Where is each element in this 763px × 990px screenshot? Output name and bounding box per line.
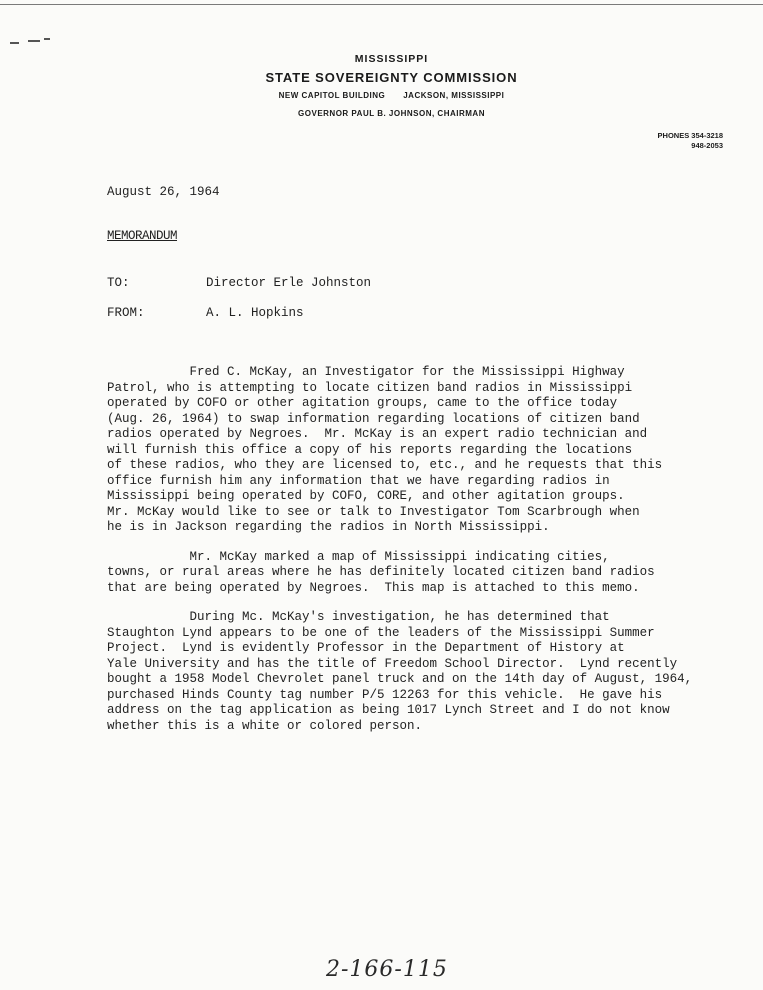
letterhead-governor-text: GOVERNOR PAUL B. JOHNSON, CHAIRMAN (298, 109, 485, 118)
from-value: A. L. Hopkins (206, 306, 304, 320)
letterhead-commission-text: STATE SOVEREIGNTY COMMISSION (265, 70, 518, 85)
memo-paragraph: During Mc. McKay's investigation, he has determined that Staughton Lynd appears to be one of the leaders of the Mississippi Summer Project. Lynd is evidently Professor in the Department of History at Yale University and has the title of Freedom School Director. Lynd recently bought a 1958 Model Chevrolet panel truck and on the 14th day of August, 1964, purchased Hinds County tag number P/5 12263 for this vehicle. He gave his address on the tag application as being 1017 Lynch Street and I do not know whether this is a white or colored person. (107, 610, 693, 733)
from-label: FROM: (107, 306, 145, 320)
handwritten-document-number: 2-166-115 (326, 957, 448, 982)
to-value: Director Erle Johnston (206, 276, 372, 290)
scan-edge-line (0, 4, 763, 5)
letterhead-commission (10, 70, 763, 85)
letterhead-address (10, 91, 763, 100)
scan-speck (44, 38, 50, 40)
phone-primary: PHONES 354-3218 (657, 131, 723, 140)
memo-paragraph: Mr. McKay marked a map of Mississippi indicating cities, towns, or rural areas where he has definitely located citizen band radios that are being operated by Negroes. This map is attached to this memo. (107, 549, 655, 595)
scan-speck (10, 42, 19, 44)
phone-numbers (658, 131, 723, 151)
scan-speck (28, 40, 40, 42)
memo-date: August 26, 1964 (107, 185, 220, 199)
memo-heading: MEMORANDUM (107, 229, 178, 243)
letterhead-building: NEW CAPITOL BUILDING (278, 91, 386, 100)
letterhead-state (10, 53, 763, 65)
letterhead-state-text: MISSISSIPPI (354, 53, 429, 65)
letterhead-governor (10, 109, 763, 118)
letterhead-city: JACKSON, MISSISSIPPI (403, 91, 505, 100)
memo-paragraph: Fred C. McKay, an Investigator for the Mississippi Highway Patrol, who is attempting to locate citizen band radios in Mississippi operated by COFO or other agitation groups, came to the office today (Aug. 26, 1964) to swap information regarding locations of citizen band radios operated by Negroes. Mr. McKay is an expert radio technician and will furnish this office a copy of his reports regarding the locations of these radios, who they are licensed to, etc., and he requests that this office furnish him any information that we have regarding radios in Mississippi being operated by COFO, CORE, and other agitation groups. Mr. McKay would like to see or talk to Investigator Tom Scarbrough when he is in Jackson regarding the radios in North Mississippi. (107, 365, 663, 534)
memo-body (107, 365, 727, 748)
phone-secondary: 948-2053 (691, 141, 723, 150)
to-label: TO: (107, 276, 130, 290)
